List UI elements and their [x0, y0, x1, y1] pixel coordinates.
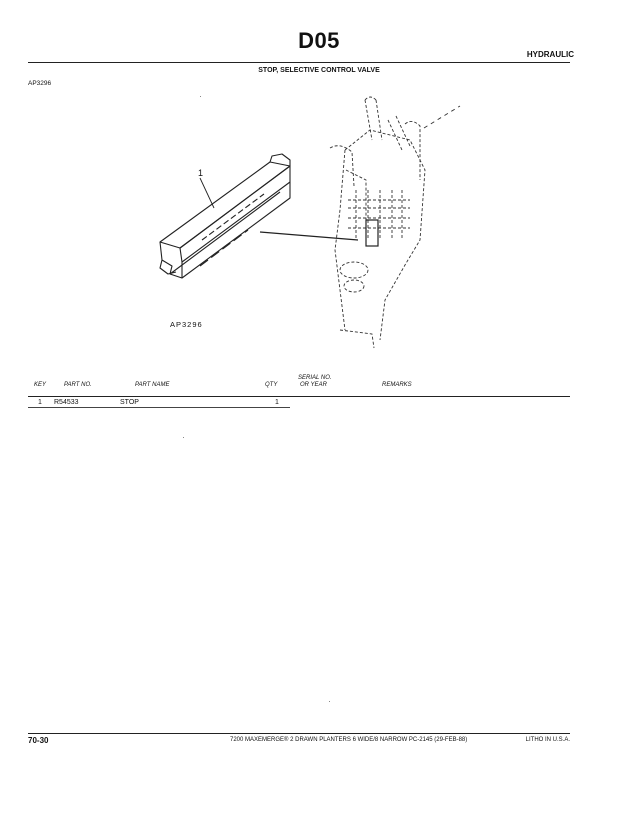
header-part-no: PART NO.	[64, 382, 92, 388]
row-key: 1	[38, 399, 42, 406]
scan-speck	[200, 96, 201, 97]
valve-drawing	[330, 97, 460, 348]
header-key: KEY	[34, 382, 47, 388]
table-row-rule	[28, 407, 290, 408]
illustration-reference: AP3296	[170, 320, 203, 329]
page-number: 70-30	[28, 736, 49, 745]
row-qty: 1	[275, 399, 279, 406]
page-title: STOP, SELECTIVE CONTROL VALVE	[258, 67, 380, 74]
litho-note: LITHO IN U.S.A.	[525, 737, 570, 743]
header-or-year: OR YEAR	[300, 382, 327, 388]
page-code: D05	[298, 28, 340, 53]
callout-number: 1	[198, 168, 204, 178]
scan-speck	[329, 701, 330, 702]
header-rule	[28, 62, 570, 63]
scan-speck	[183, 437, 184, 438]
footer-text: 7200 MAXEMERGE® 2 DRAWN PLANTERS 6 WIDE/8 NARROW PC-2145 (29-FEB-88)	[230, 737, 468, 743]
table-header-rule	[28, 396, 570, 397]
row-part-name: STOP	[120, 399, 139, 406]
header-serial-no: SERIAL NO.	[298, 375, 332, 381]
footer-rule	[28, 733, 570, 734]
section-label: HYDRAULIC	[526, 50, 574, 59]
row-part-no: R54533	[54, 399, 79, 406]
header-remarks: REMARKS	[382, 382, 412, 388]
header-qty: QTY	[265, 382, 278, 388]
figure-reference: AP3296	[28, 80, 52, 87]
stop-bar-drawing	[160, 154, 358, 278]
header-part-name: PART NAME	[135, 382, 170, 388]
